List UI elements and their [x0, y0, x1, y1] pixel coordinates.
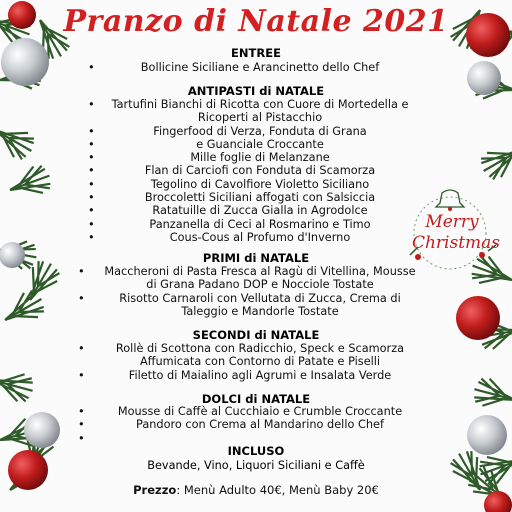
- list-item: [70, 432, 450, 445]
- greeting-line1: Merry: [425, 212, 479, 232]
- greeting-line2: Christmas: [411, 233, 501, 253]
- list-item: Taleggio e Mandorle Tostate: [181, 304, 339, 318]
- list-item: • Flan di Carciofi con Fonduta di Scamorza: [80, 164, 440, 177]
- list-item: • Rollè di Scottona con Radicchio, Speck e Scamorza: [70, 342, 450, 355]
- price-label: Prezzo: [133, 483, 177, 497]
- list-item: di Grana Padano DOP e Nocciole Tostate: [146, 278, 374, 292]
- list-item: • Panzanella di Ceci al Rosmarino e Timo: [80, 218, 440, 231]
- list-item: • e Guanciale Croccante: [80, 138, 440, 151]
- incluso-text: Bevande, Vino, Liquori Siciliani e Caffè: [147, 459, 365, 472]
- secondi-list: [70, 342, 450, 382]
- section-heading-secondi: SECONDI di NATALE: [192, 328, 320, 342]
- list-item: • Broccoletti Siciliani affogati con Salsiccia: [80, 191, 440, 204]
- list-item: • Fingerfood di Verza, Fonduta di Grana: [80, 125, 440, 138]
- primi-list: [70, 265, 450, 318]
- list-item: • Filetto di Maialino agli Agrumi e Insalata Verde: [70, 369, 450, 382]
- list-item: • Cous-Cous al Profumo d'Inverno: [80, 231, 440, 244]
- list-item: Affumicata con Contorno di Patate e Piselli: [139, 355, 381, 369]
- section-heading-entree: ENTREE: [231, 46, 281, 60]
- list-item: • Tartufini Bianchi di Ricotta con Cuore di Mortedella e: [80, 98, 440, 111]
- section-heading-antipasti: ANTIPASTI di NATALE: [187, 84, 325, 98]
- list-item: • Maccheroni di Pasta Fresca al Ragù di Vitellina, Mousse: [70, 265, 450, 278]
- bell-icon: [436, 190, 464, 207]
- list-item: • Tegolino di Cavolfiore Violetto Siciliano: [80, 178, 440, 191]
- list-item: Ricoperti al Pistacchio: [197, 111, 323, 125]
- page-title: Pranzo di Natale 2021: [63, 4, 449, 39]
- list-item: • Pandoro con Crema al Mandarino dello Chef: [70, 418, 450, 431]
- entree-list: [80, 61, 440, 74]
- price-line: [0, 483, 512, 497]
- antipasti-list: [80, 98, 440, 244]
- dolci-list: [70, 405, 450, 445]
- list-item: • Ratatuille di Zucca Gialla in Agrodolce: [80, 204, 440, 217]
- section-heading-incluso: INCLUSO: [227, 444, 285, 458]
- list-item: • Mousse di Caffè al Cucchiaio e Crumble Croccante: [70, 405, 450, 418]
- list-item: • Mille foglie di Melanzane: [80, 151, 440, 164]
- price-text: : Menù Adulto 40€, Menù Baby 20€: [176, 483, 379, 497]
- list-item: • Risotto Carnaroli con Vellutata di Zucca, Crema di: [70, 292, 450, 305]
- section-heading-dolci: DOLCI di NATALE: [201, 392, 311, 406]
- list-item: • Bollicine Siciliane e Arancinetto dello Chef: [80, 61, 440, 74]
- merry-christmas-badge: [400, 185, 510, 275]
- section-heading-primi: PRIMI di NATALE: [202, 251, 310, 265]
